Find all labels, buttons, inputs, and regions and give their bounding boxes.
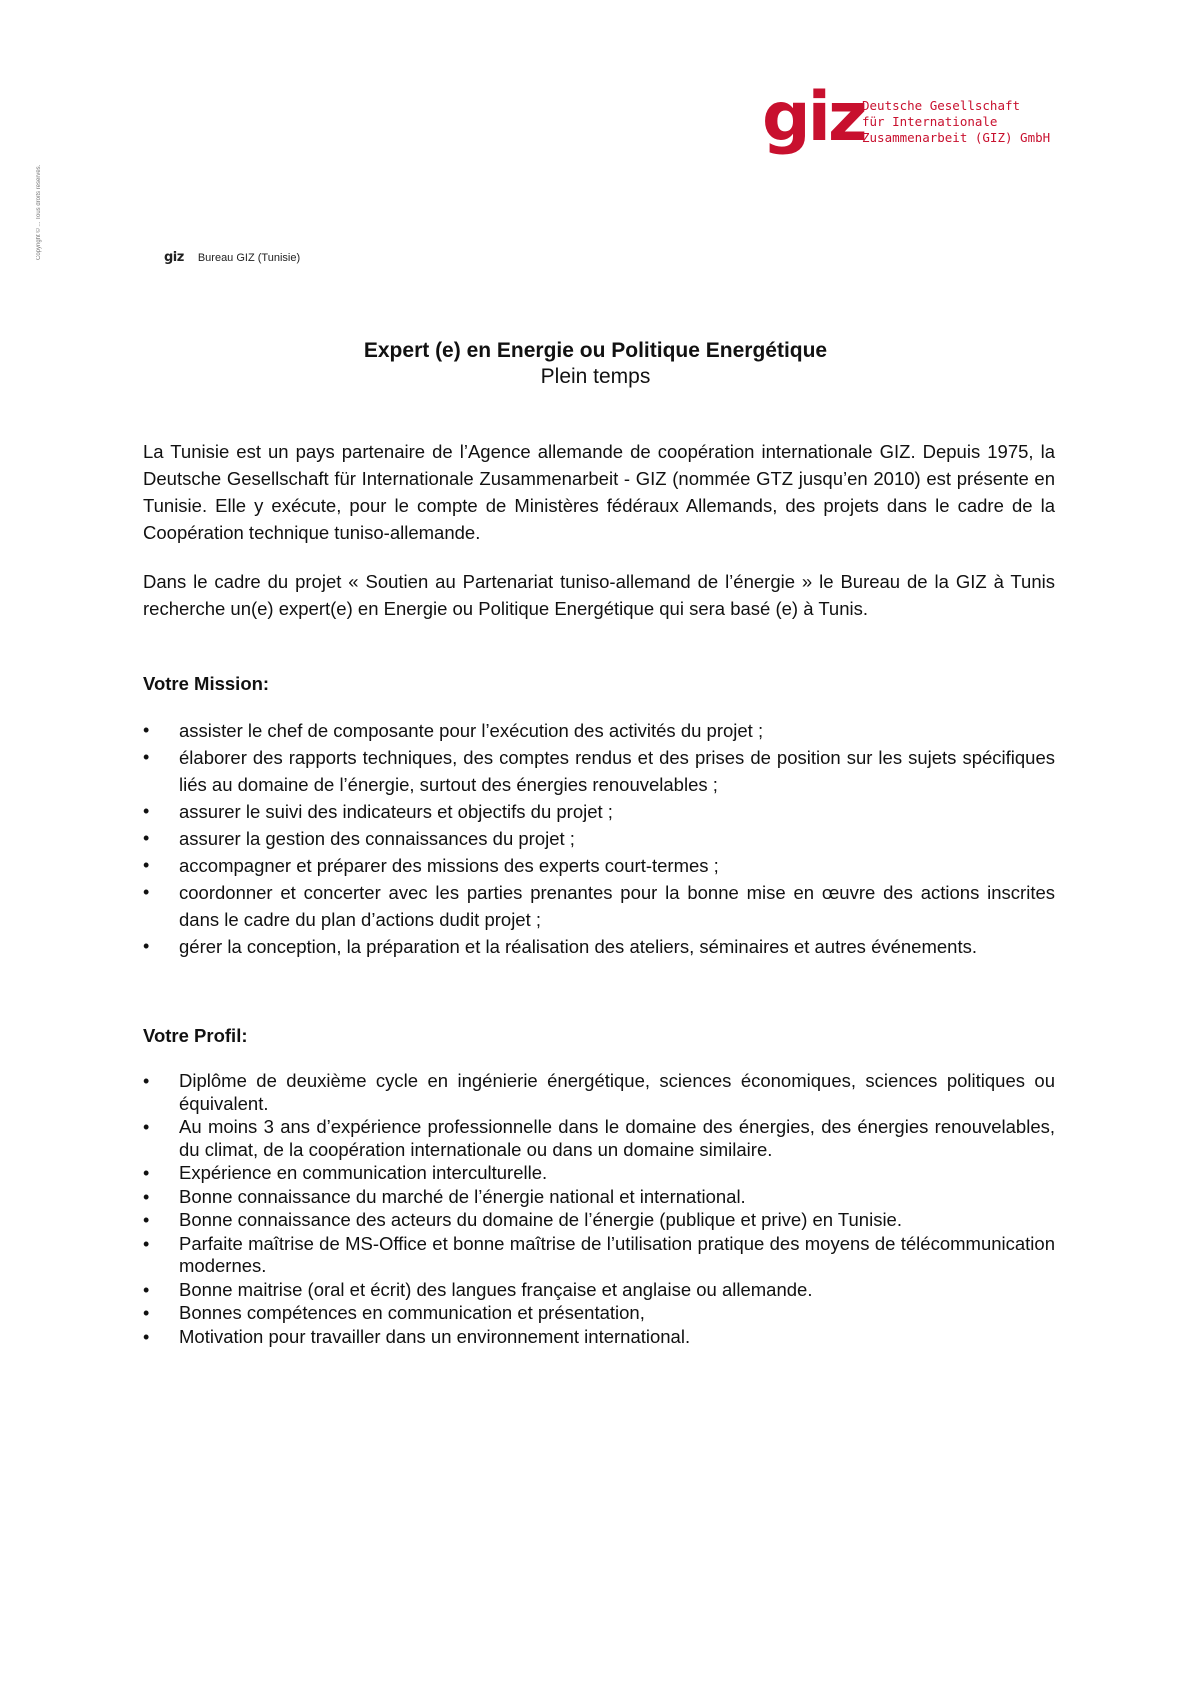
bullet-icon: •	[143, 1186, 150, 1207]
profil-item-text: Bonne connaissance des acteurs du domaine de l’énergie (publique et prive) en Tunisie.	[179, 1209, 902, 1230]
profil-item	[143, 1116, 1055, 1161]
profil-item	[143, 1186, 1055, 1209]
profil-item-text: Parfaite maîtrise de MS-Office et bonne maîtrise de l’utilisation pratique des moyens de télécommunication modernes.	[179, 1232, 1055, 1276]
bullet-icon: •	[143, 747, 150, 767]
bullet-icon: •	[143, 1163, 150, 1183]
mission-item-text: assister le chef de composante pour l’exécution des activités du projet ;	[179, 720, 764, 741]
side-copyright-note	[36, 100, 58, 260]
profil-item	[143, 1233, 1055, 1278]
giz-logo	[762, 78, 1062, 162]
office-name: Bureau GIZ (Tunisie)	[197, 252, 301, 264]
mission-item-text: élaborer des rapports techniques, des comptes rendus et des prises de position sur les sujets spécifiques liés au domaine de l’énergie, surtout des énergies renouvelables ;	[179, 747, 1055, 795]
mission-heading: Votre Mission:	[143, 673, 270, 694]
intro-paragraph: La Tunisie est un pays partenaire de l’Agence allemande de coopération internationale GIZ. Depuis 1975, la Deutsche Gesellschaft für Internationale Zusammenarbeit - GIZ (nommée GTZ jusqu’en 2010) est présente en Tunisie. Elle y exécute, pour le compte de Ministères fédéraux Allemands, des projets dans le cadre de la Coopération technique tuniso-allemande.	[143, 441, 1055, 543]
bullet-icon: •	[143, 1326, 150, 1347]
mission-item-text: coordonner et concerter avec les parties prenantes pour la bonne mise en œuvre des actions inscrites dans le cadre du plan d’actions dudit projet ;	[179, 882, 1055, 930]
giz-logo-line-2: für Internationale	[862, 114, 998, 129]
office-header	[164, 250, 300, 265]
profil-item	[143, 1162, 1055, 1185]
mission-item	[143, 852, 1055, 879]
profil-item	[143, 1209, 1055, 1232]
bullet-icon: •	[143, 1210, 150, 1230]
profil-item	[143, 1302, 1055, 1325]
giz-logo-mark: giz	[762, 78, 865, 157]
profil-item-text: Diplôme de deuxième cycle en ingénierie énergétique, sciences économiques, sciences politiques ou équivalent.	[179, 1070, 1055, 1114]
context-paragraph: Dans le cadre du projet « Soutien au Partenariat tuniso-allemand de l’énergie » le Bureau de la GIZ à Tunis recherche un(e) expert(e) en Energie ou Politique Energétique qui sera basé (e) à Tunis.	[143, 571, 1055, 619]
mission-item-text: gérer la conception, la préparation et la réalisation des ateliers, séminaires et autres événements.	[179, 936, 977, 957]
bullet-icon: •	[143, 1233, 150, 1254]
bullet-icon: •	[143, 720, 150, 740]
bullet-icon: •	[143, 855, 150, 875]
mission-item-text: accompagner et préparer des missions des experts court-termes ;	[179, 855, 719, 876]
job-title: Expert (e) en Energie ou Politique Energétique	[363, 339, 828, 362]
profil-item-text: Motivation pour travailler dans un environnement international.	[179, 1325, 691, 1347]
mission-item	[143, 825, 1055, 852]
profil-item	[143, 1326, 1055, 1349]
mission-item	[143, 717, 1055, 744]
giz-logo-line-3: Zusammenarbeit (GIZ) GmbH	[862, 130, 1051, 145]
bullet-icon: •	[143, 1279, 150, 1300]
giz-logo-text	[862, 98, 1050, 146]
profil-item-text: Bonne connaissance du marché de l’énergie national et international.	[179, 1185, 746, 1207]
mission-item	[143, 798, 1055, 825]
profil-heading: Votre Profil:	[143, 1025, 248, 1046]
profil-item-text: Expérience en communication interculturelle.	[179, 1162, 548, 1183]
job-subtitle: Plein temps	[540, 365, 651, 388]
mission-item	[143, 879, 1055, 933]
mission-item-text: assurer la gestion des connaissances du projet ;	[179, 828, 575, 849]
bullet-icon: •	[143, 882, 150, 902]
mission-list	[143, 717, 1055, 960]
mission-item	[143, 933, 1055, 960]
profil-item-text: Bonne maitrise (oral et écrit) des langues française et anglaise ou allemande.	[179, 1278, 813, 1300]
bullet-icon: •	[143, 801, 150, 821]
giz-logo-line-1: Deutsche Gesellschaft	[862, 98, 1021, 113]
giz-mini-logo: giz	[164, 250, 184, 265]
profil-item	[143, 1070, 1055, 1115]
mission-item	[143, 744, 1055, 798]
bullet-icon: •	[143, 828, 150, 848]
profil-item-text: Au moins 3 ans d’expérience professionnelle dans le domaine des énergies, des énergies renouvelables, du climat, de la coopération internationale ou dans un domaine similaire.	[179, 1116, 1055, 1160]
profil-item-text: Bonnes compétences en communication et présentation,	[179, 1302, 645, 1323]
side-copyright-text: Copyright © ... Tous droits réservés.	[36, 164, 42, 260]
bullet-icon: •	[143, 1303, 150, 1323]
bullet-icon: •	[143, 1071, 150, 1091]
profil-list	[143, 1070, 1055, 1349]
bullet-icon: •	[143, 936, 150, 956]
job-title-block	[0, 338, 1191, 390]
mission-item-text: assurer le suivi des indicateurs et objectifs du projet ;	[179, 801, 613, 822]
profil-item	[143, 1279, 1055, 1302]
bullet-icon: •	[143, 1117, 150, 1137]
